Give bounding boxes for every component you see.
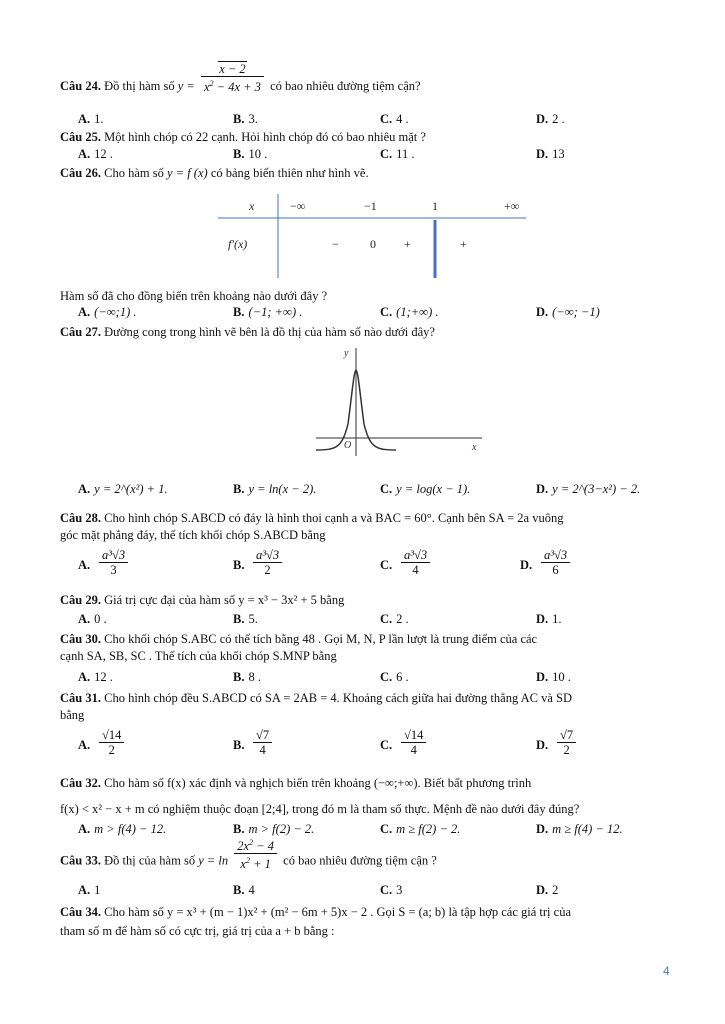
q33-option-b[interactable]: 4: [248, 883, 255, 897]
q25-text: Một hình chóp có 22 cạnh. Hỏi hình chóp đó có bao nhiêu mặt ?: [104, 130, 426, 144]
question-27: [60, 324, 687, 341]
question-25: [60, 129, 687, 146]
q31-option-c[interactable]: $\frac{√14}{4}$: [401, 728, 426, 757]
q27-options: A. y = 2^(x²) + 1. B. y = ln(x − 2). C. y = log(x − 1). D. y = 2^(3−x²) − 2.: [78, 482, 641, 496]
q24-text-end: có bao nhiêu đường tiệm cận?: [270, 79, 421, 93]
q32-option-b[interactable]: m > f(2) − 2.: [248, 822, 315, 836]
q30-text-line2: cạnh SA, SB, SC . Thể tích của khối chóp S.MNP bằng: [60, 649, 337, 663]
q25-options: A. 12 . B. 10 . C. 11 . D. 13: [78, 147, 565, 161]
q24-option-d[interactable]: 2 .: [552, 112, 565, 126]
graph-x-label: x: [472, 442, 477, 453]
q31-label: Câu 31.: [60, 691, 101, 705]
q28-options: A. $\frac{\text{a³√3}}{3}$ B. $\frac{\text{a³√3}}{2}$ C. $\frac{\text{a³√3}}{4}$ D. $\frac{\text{a³√3}}{6}$: [78, 552, 688, 586]
vt-fprime-label: f′(x): [228, 237, 248, 251]
q25-option-d[interactable]: 13: [552, 147, 565, 161]
question-30: [60, 631, 687, 665]
q26-label: Câu 26.: [60, 166, 101, 180]
graph-origin-label: O: [344, 440, 352, 451]
q31-text-line1: Cho hình chóp đều S.ABCD có SA = 2AB = 4. Khoảng cách giữa hai đường thẳng AC và SD: [104, 691, 573, 705]
q31-option-a[interactable]: $\frac{√14}{2}$: [99, 728, 124, 757]
q25-label: Câu 25.: [60, 130, 101, 144]
question-33: Câu 33. Đồ thị của hàm số y = ln $\frac{2x^2 - 4}{x^2 + 1}$ có bao nhiêu đường tiệm cận ?: [60, 838, 437, 872]
q27-graph: [314, 344, 484, 460]
q29-option-c[interactable]: 2 .: [396, 612, 409, 626]
q32-text-line2: f(x) < x² − x + m có nghiệm thuộc đoạn [2;4], trong đó m là tham số thực. Mệnh đề nào dưới đây đúng?: [60, 802, 580, 816]
q24-options: A. 1. B. 3. C. 4 . D. 2 .: [78, 112, 565, 126]
q29-option-d[interactable]: 1.: [552, 612, 562, 626]
q33-text: Đồ thị của hàm số: [104, 853, 196, 868]
q26-option-b[interactable]: (−1; +∞) .: [248, 305, 303, 319]
q30-options: A. 12 . B. 8 . C. 6 . D. 10 .: [78, 670, 571, 684]
q28-option-b[interactable]: $\frac{\text{a³√3}}{2}$: [253, 548, 282, 577]
q29-text: Giá trị cực đại của hàm số y = x³ − 3x² + 5 bằng: [104, 593, 345, 607]
q24-option-a[interactable]: 1.: [94, 112, 104, 126]
question-34: [60, 903, 687, 941]
q32-option-d[interactable]: m ≥ f(4) − 12.: [552, 822, 623, 836]
question-29: [60, 592, 687, 609]
question-31: [60, 690, 687, 724]
q24-option-b[interactable]: 3.: [248, 112, 258, 126]
vt-one: 1: [432, 199, 438, 213]
question-32: [60, 770, 687, 822]
q34-label: Câu 34.: [60, 905, 101, 919]
vt-zero: 0: [370, 237, 376, 251]
q24-text: Đồ thị hàm số: [104, 79, 175, 93]
q25-option-c[interactable]: 11 .: [396, 147, 415, 161]
question-26: [60, 165, 687, 182]
q25-option-a[interactable]: 12 .: [94, 147, 113, 161]
q25-option-b[interactable]: 10 .: [248, 147, 268, 161]
q26-option-c[interactable]: (1;+∞) .: [396, 305, 439, 319]
vt-x-label: x: [249, 199, 255, 213]
variation-table: [214, 194, 526, 278]
q32-label: Câu 32.: [60, 776, 101, 790]
q32-option-a[interactable]: m > f(4) − 12.: [94, 822, 167, 836]
q33-option-a[interactable]: 1: [94, 883, 101, 897]
q32-text-line1: Cho hàm số f(x) xác định và nghịch biến trên khoảng (−∞;+∞). Biết bất phương trình: [104, 776, 532, 790]
q34-text-line2: tham số m để hàm số có cực trị, giá trị của a + b bằng :: [60, 924, 335, 938]
q28-text-line1: Cho hình chóp S.ABCD có đáy là hình thoi cạnh a và BAC = 60°. Cạnh bên SA = 2a vuông: [104, 511, 564, 525]
q27-option-c[interactable]: y = log(x − 1).: [396, 482, 471, 496]
q29-option-a[interactable]: 0 .: [94, 612, 107, 626]
q30-option-b[interactable]: 8 .: [248, 670, 261, 684]
q26-text-end: có bảng biến thiên như hình vẽ.: [210, 166, 369, 180]
q26-function: y = f (x): [166, 166, 208, 180]
q31-options: A. $\frac{√14}{2}$ B. $\frac{√7}{4}$ C. $\frac{√14}{4}$ D. $\frac{√7}{2}$: [78, 732, 688, 766]
q31-option-d[interactable]: $\frac{√7}{2}$: [557, 728, 576, 757]
q30-label: Câu 30.: [60, 632, 101, 646]
q26-question: Hàm số đã cho đồng biến trên khoảng nào dưới đây ?: [60, 289, 328, 303]
q24-formula: $\frac{x - 2}{x^2 - 4x + 3}$: [201, 62, 264, 94]
q27-option-d[interactable]: y = 2^(3−x²) − 2.: [552, 482, 641, 496]
q26-text: Cho hàm số: [104, 166, 164, 180]
q26-option-d[interactable]: (−∞; −1): [552, 305, 600, 319]
q32-options: A. m > f(4) − 12. B. m > f(2) − 2. C. m ≥ f(2) − 2. D. m ≥ f(4) − 12.: [78, 822, 623, 836]
q30-option-d[interactable]: 10 .: [552, 670, 571, 684]
q28-text-line2: góc mặt phẳng đáy, thể tích khối chóp S.ABCD bằng: [60, 528, 326, 542]
q30-option-a[interactable]: 12 .: [94, 670, 113, 684]
q28-label: Câu 28.: [60, 511, 101, 525]
q26-options: A. (−∞;1) . B. (−1; +∞) . C. (1;+∞) . D. (−∞; −1): [78, 305, 600, 319]
q28-option-c[interactable]: $\frac{\text{a³√3}}{4}$: [401, 548, 430, 577]
q33-label: Câu 33.: [60, 853, 101, 868]
q28-option-a[interactable]: $\frac{\text{a³√3}}{3}$: [99, 548, 128, 577]
q31-text-line2: bằng: [60, 708, 85, 722]
q28-option-d[interactable]: $\frac{\text{a³√3}}{6}$: [541, 548, 570, 577]
q30-option-c[interactable]: 6 .: [396, 670, 409, 684]
vt-sign-minus: −: [332, 237, 339, 251]
q24-option-c[interactable]: 4 .: [396, 112, 409, 126]
vt-minus-one: −1: [364, 199, 377, 213]
q27-option-a[interactable]: y = 2^(x²) + 1.: [94, 482, 168, 496]
q33-formula: $\frac{2x^2 - 4}{x^2 + 1}$: [234, 836, 277, 871]
vt-pos-inf: +∞: [504, 199, 520, 213]
q34-text-line1: Cho hàm số y = x³ + (m − 1)x² + (m² − 6m + 5)x − 2 . Gọi S = (a; b) là tập hợp các giá trị của: [104, 905, 571, 919]
q29-label: Câu 29.: [60, 593, 101, 607]
q29-option-b[interactable]: 5.: [248, 612, 258, 626]
vt-sign-plus-1: +: [404, 237, 411, 251]
vt-neg-inf: −∞: [290, 199, 306, 213]
q27-option-b[interactable]: y = ln(x − 2).: [248, 482, 317, 496]
q33-option-d[interactable]: 2: [552, 883, 559, 897]
q26-option-a[interactable]: (−∞;1) .: [94, 305, 137, 319]
q30-text-line1: Cho khối chóp S.ABC có thể tích bằng 48 . Gọi M, N, P lần lượt là trung điểm của các: [104, 632, 538, 646]
vt-sign-plus-2: +: [460, 237, 467, 251]
page-number: 4: [663, 964, 670, 978]
q32-option-c[interactable]: m ≥ f(2) − 2.: [396, 822, 461, 836]
q24-label: Câu 24.: [60, 79, 101, 93]
q33-option-c[interactable]: 3: [396, 883, 403, 897]
q31-option-b[interactable]: $\frac{√7}{4}$: [253, 728, 272, 757]
q27-label: Câu 27.: [60, 325, 101, 339]
q27-text: Đường cong trong hình vẽ bên là đồ thị của hàm số nào dưới đây?: [104, 325, 435, 339]
q29-options: A. 0 . B. 5. C. 2 . D. 1.: [78, 612, 562, 626]
q33-text-end: có bao nhiêu đường tiệm cận ?: [283, 853, 437, 868]
q33-options: A. 1 B. 4 C. 3 D. 2: [78, 883, 559, 897]
question-24: Câu 24. Đồ thị hàm số y = $\frac{x - 2}{x^2 - 4x + 3}$ có bao nhiêu đường tiệm cận?: [60, 62, 421, 95]
graph-y-label: y: [344, 348, 349, 359]
question-28: [60, 510, 687, 544]
